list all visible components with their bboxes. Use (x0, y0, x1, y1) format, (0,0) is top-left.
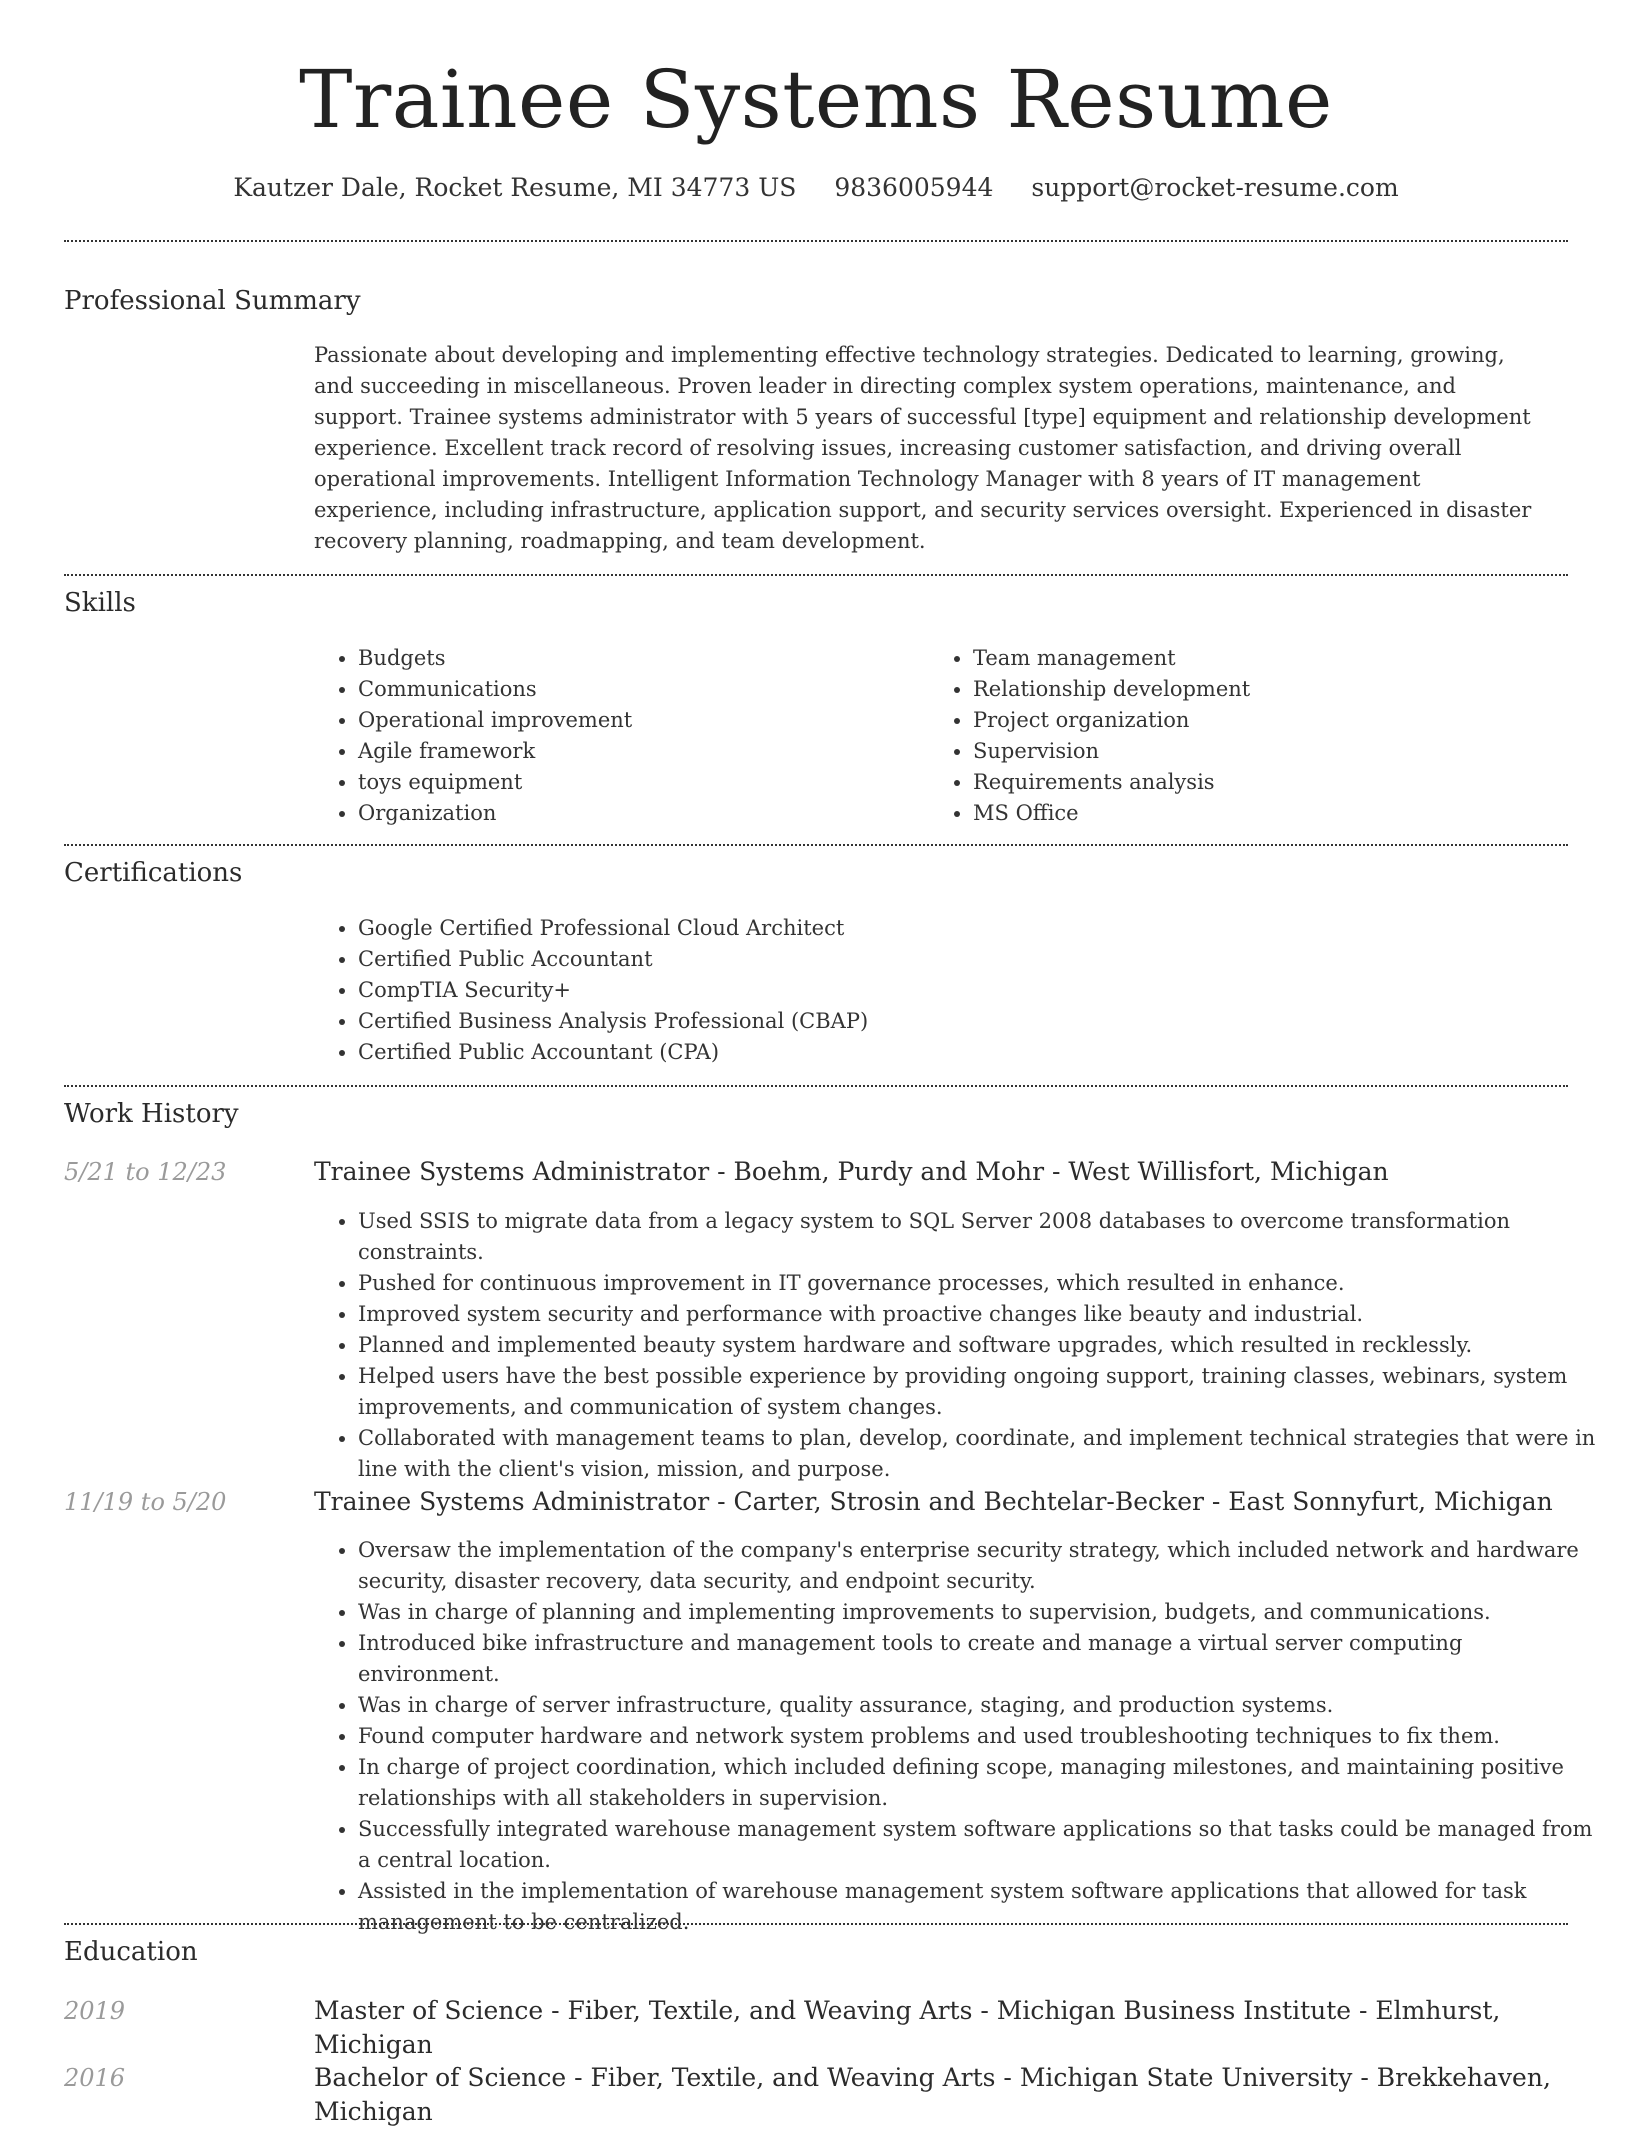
job-bullet: • Was in charge of server infrastructure, quality assurance, staging, and production systems. (358, 1690, 1608, 1721)
job-bullets (314, 1206, 1608, 1485)
section-divider (64, 1923, 1568, 1925)
contact-email: support@rocket-resume.com (1031, 173, 1399, 202)
skill-item: • Budgets (358, 643, 918, 674)
certification-item: • Certified Public Accountant (358, 944, 1558, 975)
education-entry: Bachelor of Science - Fiber, Textile, and Weaving Arts - Michigan State University - Brekkehaven, Michigan (314, 2063, 1551, 2126)
skill-item: • Supervision (973, 736, 1573, 767)
job-bullet: • Assisted in the implementation of warehouse management system software applications that allowed for task management to be centralized. (358, 1876, 1608, 1938)
skill-item: • Team management (973, 643, 1573, 674)
skill-item: • Relationship development (973, 674, 1573, 705)
job-bullet: • Improved system security and performance with proactive changes like beauty and industrial. (358, 1299, 1608, 1330)
job-bullet: • Found computer hardware and network system problems and used troubleshooting techniques to fix them. (358, 1721, 1608, 1752)
job-bullet: • Successfully integrated warehouse management system software applications so that tasks could be managed from a central location. (358, 1814, 1608, 1876)
contact-address: Kautzer Dale, Rocket Resume, MI 34773 US (233, 173, 797, 202)
skill-item: • Organization (358, 798, 918, 829)
job-bullet: • Collaborated with management teams to plan, develop, coordinate, and implement technical strategies that were in line with the client's vision, mission, and purpose. (358, 1423, 1608, 1485)
job-bullet: • In charge of project coordination, which included defining scope, managing milestones, and maintaining positive relationships with all stakeholders in supervision. (358, 1752, 1608, 1814)
certification-item: • CompTIA Security+ (358, 975, 1558, 1006)
job-bullet: • Used SSIS to migrate data from a legacy system to SQL Server 2008 databases to overcome transformation constraints. (358, 1206, 1608, 1268)
section-divider (64, 1085, 1568, 1087)
certification-item: • Google Certified Professional Cloud Architect (358, 913, 1558, 944)
resume-title: Trainee Systems Resume (299, 53, 1333, 146)
work-history-heading: Work History (64, 1099, 239, 1129)
job-bullet: • Was in charge of planning and implementing improvements to supervision, budgets, and communications. (358, 1597, 1608, 1628)
job-title: Trainee Systems Administrator - Boehm, Purdy and Mohr - West Willisfort, Michigan (314, 1157, 1389, 1186)
education-year: 2019 (64, 1997, 126, 2025)
contact-phone: 9836005944 (834, 173, 994, 202)
job-bullet: • Pushed for continuous improvement in IT governance processes, which resulted in enhance. (358, 1268, 1608, 1299)
skill-item: • MS Office (973, 798, 1573, 829)
section-divider (64, 240, 1568, 242)
skills-heading: Skills (64, 588, 136, 618)
skill-item: • Project organization (973, 705, 1573, 736)
job-bullet: • Helped users have the best possible experience by providing ongoing support, training classes, webinars, system improvements, and communication of system changes. (358, 1361, 1608, 1423)
certifications-list (314, 913, 1558, 1068)
job-title: Trainee Systems Administrator - Carter, Strosin and Bechtelar-Becker - East Sonnyfurt, Michigan (314, 1487, 1553, 1516)
job-dates: 11/19 to 5/20 (64, 1488, 227, 1516)
education-entry: Master of Science - Fiber, Textile, and Weaving Arts - Michigan Business Institute - Elmhurst, Michigan (314, 1996, 1501, 2059)
section-divider (64, 574, 1568, 576)
job-bullet: • Planned and implemented beauty system hardware and software upgrades, which resulted in recklessly. (358, 1330, 1608, 1361)
job-dates: 5/21 to 12/23 (64, 1158, 227, 1186)
skill-item: • toys equipment (358, 767, 918, 798)
skill-item: • Communications (358, 674, 918, 705)
education-heading: Education (64, 1937, 198, 1967)
section-divider (64, 844, 1568, 846)
education-year: 2016 (64, 2064, 126, 2092)
job-bullets (314, 1535, 1608, 1938)
summary-heading: Professional Summary (64, 286, 361, 316)
skill-item: • Requirements analysis (973, 767, 1573, 798)
skill-item: • Operational improvement (358, 705, 918, 736)
skills-list-left (314, 643, 918, 829)
contact-line (0, 170, 1632, 206)
certification-item: • Certified Business Analysis Professional (CBAP) (358, 1006, 1558, 1037)
certifications-heading: Certifications (64, 858, 243, 888)
summary-text: Passionate about developing and implementing effective technology strategies. Dedicated to learning, growing, and succeeding in miscellaneous. Proven leader in directing complex system operations, maintenance, and support. Trainee systems administrator with 5 years of successful [type] equipment and relationship development experience. Excellent track record of resolving issues, increasing customer satisfaction, and driving overall operational improvements. Intelligent Information Technology Manager with 8 years of IT management experience, including infrastructure, application support, and security services oversight. Experienced in disaster recovery planning, roadmapping, and team development. (314, 343, 1532, 553)
job-bullet: • Oversaw the implementation of the company's enterprise security strategy, which included network and hardware security, disaster recovery, data security, and endpoint security. (358, 1535, 1608, 1597)
skills-list-right (929, 643, 1573, 829)
skill-item: • Agile framework (358, 736, 918, 767)
certification-item: • Certified Public Accountant (CPA) (358, 1037, 1558, 1068)
job-bullet: • Introduced bike infrastructure and management tools to create and manage a virtual server computing environment. (358, 1628, 1608, 1690)
